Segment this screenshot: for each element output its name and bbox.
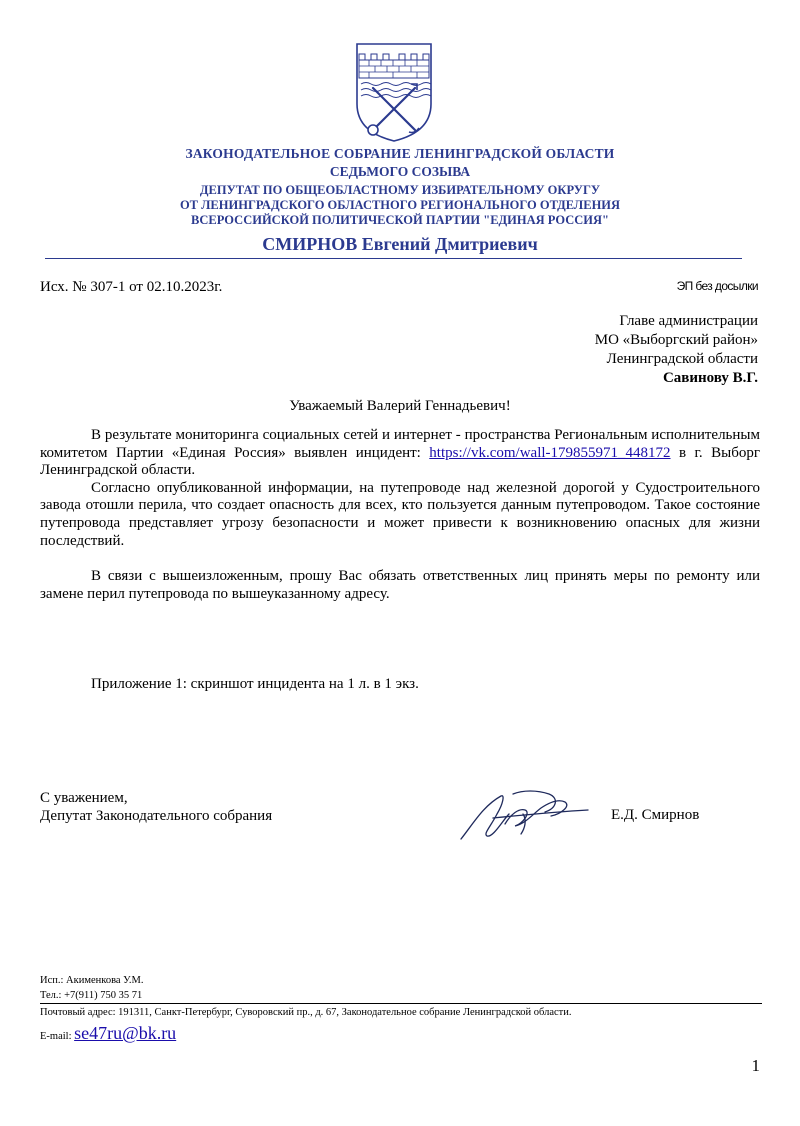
- email-link[interactable]: se47ru@bk.ru: [74, 1023, 177, 1043]
- header-district: ДЕПУТАТ ПО ОБЩЕОБЛАСТНОМУ ИЗБИРАТЕЛЬНОМУ ОКРУГУ: [199, 183, 601, 197]
- coat-of-arms-icon: [353, 40, 435, 144]
- footer-divider: [40, 1003, 762, 1004]
- footer-executor: Исп.: Акименкова У.М.: [40, 975, 144, 986]
- paragraph-request: В связи с вышеизложенным, прошу Вас обязать ответственных лиц принять меры по ремонту или замене перил путепровода по вышеуказанному адресу.: [40, 568, 760, 602]
- outgoing-number: Исх. № 307-1 от 02.10.2023г.: [40, 279, 223, 295]
- addressee-line: МО «Выборгский район»: [594, 332, 758, 348]
- attachment-note: Приложение 1: скриншот инцидента на 1 л. в 1 экз.: [91, 676, 419, 692]
- paragraph-incident: [40, 427, 760, 480]
- closing-block: [40, 789, 272, 825]
- footer-phone: Тел.: +7(911) 750 35 71: [40, 990, 143, 1001]
- incident-link[interactable]: https://vk.com/wall-179855971_448172: [429, 444, 671, 461]
- signer-name: Е.Д. Смирнов: [611, 807, 700, 823]
- header-assembly: ЗАКОНОДАТЕЛЬНОЕ СОБРАНИЕ ЛЕНИНГРАДСКОЙ ОБЛАСТИ: [185, 146, 615, 161]
- page-number: 1: [751, 1056, 760, 1075]
- addressee-line: Главе администрации: [619, 313, 758, 329]
- header-convocation: СЕДЬМОГО СОЗЫВА: [329, 164, 471, 179]
- addressee-block: [595, 312, 758, 388]
- paragraph-text: в г. Выборг Ленинградской области.: [40, 444, 760, 479]
- greeting: Уважаемый Валерий Геннадьевич!: [289, 398, 511, 414]
- header-party: ВСЕРОССИЙСКОЙ ПОЛИТИЧЕСКОЙ ПАРТИИ "ЕДИНАЯ РОССИЯ": [191, 213, 609, 227]
- footer-email: [40, 1023, 176, 1044]
- header-divider: [45, 258, 742, 259]
- paragraph-description: Согласно опубликованной информации, на путепроводе над железной дорогой у Судостроительного завода отошли перила, что создает опасность для всех, кто пользуется данным путепроводом. Такое состояние путепровода представляет угрозу безопасности и может привести к возникновению опасных для жизни последствий.: [40, 479, 760, 549]
- letter-body: [40, 427, 760, 603]
- addressee-line: Ленинградской области: [606, 351, 758, 367]
- closing-regards: С уважением,: [40, 790, 128, 806]
- closing-position: Депутат Законодательного собрания: [40, 808, 273, 824]
- footer-postal-address: Почтовый адрес: 191311, Санкт-Петербург, Суворовский пр., д. 67, Законодательное собрание Ленинградской области.: [40, 1007, 572, 1018]
- addressee-name: Савинову В.Г.: [662, 370, 758, 386]
- delivery-note: ЭП без досылки: [676, 279, 758, 293]
- deputy-name: СМИРНОВ Евгений Дмитриевич: [262, 234, 538, 254]
- paragraph-text: В результате мониторинга социальных сетей и интернет - пространства Региональным исполнительным комитетом Партии «Единая Россия» выявлен инцидент:: [40, 427, 760, 461]
- signature-icon: [453, 784, 593, 844]
- header-branch: ОТ ЛЕНИНГРАДСКОГО ОБЛАСТНОГО РЕГИОНАЛЬНОГО ОТДЕЛЕНИЯ: [179, 198, 621, 212]
- email-label: E-mail:: [40, 1031, 75, 1042]
